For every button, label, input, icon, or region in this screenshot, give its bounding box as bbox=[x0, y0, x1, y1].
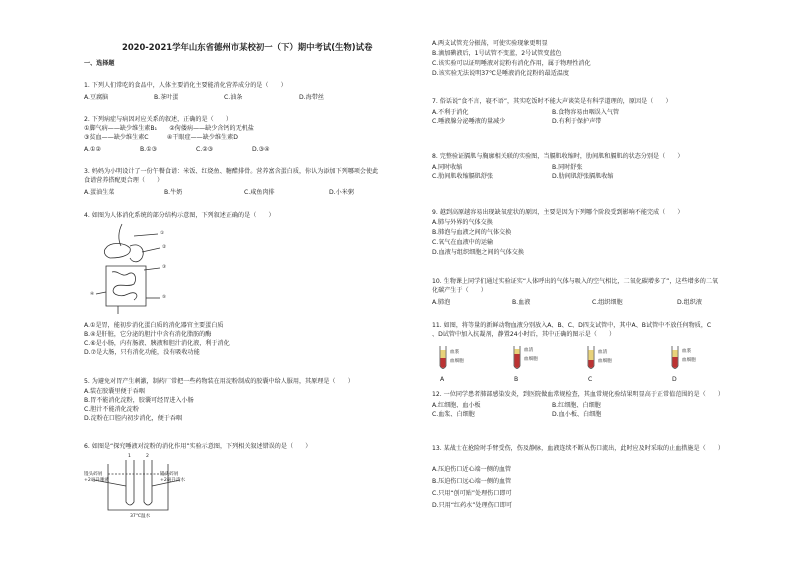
option-c: C.血浆、白细胞 bbox=[432, 411, 475, 418]
question-6-option-b: B.滴加碘液后，1号试管不变蓝，2号试管变蓝色 bbox=[432, 50, 562, 57]
option-c: C.油条 bbox=[224, 94, 243, 101]
option-d: D.③④ bbox=[252, 146, 270, 153]
option-d: D.肋间肌舒张膈肌收缩 bbox=[552, 173, 614, 180]
option-b: B.牛奶 bbox=[164, 189, 183, 196]
figure-label: ⑤ bbox=[162, 295, 167, 300]
question-8-stem: 8. 完整验证膈肌与胸廓相关联的实验图，当膈肌收缩时，肋间肌和膈肌的状态分别是（ ） bbox=[432, 153, 684, 160]
small-intestine-shape bbox=[112, 272, 137, 300]
question-4-stem: 4. 如图为人体消化系统的部分结构示意图，下列叙述正确的是（ ） bbox=[84, 212, 275, 219]
question-13-stem: 13. 某战士在抢险时手臂受伤，伤及静脉，血液连续不断从伤口流出，此时应及时采取的止血措施是（ ） bbox=[432, 445, 724, 452]
question-13-option-a: A.压迫伤口近心端一侧的血管 bbox=[432, 466, 512, 473]
option-a: A bbox=[440, 376, 445, 383]
question-10-stem-cont: 化碳产生于（ ） bbox=[432, 287, 487, 294]
saliva-experiment-figure bbox=[84, 454, 194, 522]
question-4-option-d: D.⑦是大肠，只有消化功能，没有吸收功能 bbox=[84, 349, 200, 356]
option-b: B.同时舒张 bbox=[552, 164, 583, 171]
question-2-item: ①脚气病——缺少维生素B₁ ②佝偻病——缺少含钙的无机盐 bbox=[84, 125, 254, 132]
question-4-option-a: A.①是胃，能初步消化蛋白质的消化器官主要蛋白质 bbox=[84, 322, 224, 329]
option-b: B.食物容易由咽误入气管 bbox=[552, 109, 620, 116]
tube-upper-label: 血浆 bbox=[450, 350, 460, 355]
right-column bbox=[432, 0, 777, 562]
section-heading: 一、选择题 bbox=[84, 60, 115, 67]
question-13-option-d: D.只用“红药水”处理伤口即可 bbox=[432, 502, 512, 509]
figure-label: ① bbox=[160, 231, 165, 236]
question-3-stem: 3. 妈妈为小明设计了一份午餐食谱：米饭、红烧鱼、糖醋排骨。营养富含蛋白质，你认为添加下列哪项会使此 bbox=[84, 168, 379, 175]
esophagus-shape bbox=[119, 224, 122, 246]
question-5-stem: 5. 为避免对胃产生刺激，制药厂常把一些药物装在用淀粉制成的胶囊中给人服用，其原理是（ ） bbox=[84, 378, 354, 385]
liver-shape bbox=[104, 244, 130, 259]
question-10-stem: 10. 生物课上同学们通过实验证实“人体呼出的气体与吸入的空气相比，二氧化碳增多了”，这些增多的二氧 bbox=[432, 278, 719, 285]
question-6-option-c: C.该实验可以证明唾液对淀粉有消化作用，属于物理性消化 bbox=[432, 60, 591, 67]
option-a: A.不利于消化 bbox=[432, 109, 469, 116]
option-a: A.肺泡 bbox=[432, 299, 451, 306]
question-9-option-c: C.氧气在血液中的运输 bbox=[432, 239, 494, 246]
tube-upper-label: 血清 bbox=[598, 350, 608, 355]
option-b: B bbox=[514, 376, 519, 383]
question-5-option-d: D.淀粉在口腔内初步消化，便于吞咽 bbox=[84, 415, 183, 422]
option-a: A.豆腐脑 bbox=[84, 94, 109, 101]
question-1-stem: 1. 下列人们常吃的食品中，人体主要消化主要能消化营养成分的是（ ） bbox=[84, 82, 287, 89]
question-11-stem: 11. 如图，将等量的新鲜动物血液分别放入A、B、C、D四支试管中，其中A、B试管中不放任何物质，C bbox=[432, 322, 712, 329]
tube-label: 馒头碎屑 bbox=[160, 472, 179, 477]
option-d: D bbox=[672, 376, 677, 383]
option-c: C.组织细胞 bbox=[592, 299, 623, 306]
question-9-stem: 9. 越到高原越容易出现缺氧症状的原因，主要是因为下列哪个阶段受到影响不能完成（ ） bbox=[432, 209, 684, 216]
question-12-stem: 12. 一位同学患者肺部感染发炎，到医院做血常规检查，其血常规化验结果明显高于正常值范围的是（ ） bbox=[432, 391, 724, 398]
question-5-option-a: A.装在胶囊里便于吞咽 bbox=[84, 388, 145, 395]
tube-lower-label: 血细胞 bbox=[524, 357, 538, 362]
option-c: C.②③ bbox=[196, 146, 214, 153]
question-7-stem: 7. 俗话说“食不言，寝不语”，其实吃饭时不能大声谈笑是有科学道理的，原因是（ ） bbox=[432, 98, 672, 105]
option-a: A.红细胞、血小板 bbox=[432, 402, 481, 409]
question-2-stem: 2. 下列病症与病因对应关系的叙述，正确的是（ ） bbox=[84, 116, 232, 123]
beaker-shape bbox=[108, 464, 168, 510]
option-b: B.红细胞、白细胞 bbox=[552, 402, 601, 409]
question-11-stem-cont: 、D试管中加入抗凝剂，静置24小时后，其中正确的图示是（ ） bbox=[432, 331, 616, 338]
question-13-option-b: B.压迫伤口远心端一侧的血管 bbox=[432, 478, 512, 485]
option-d: D.小米粥 bbox=[329, 189, 354, 196]
figure-label: ③ bbox=[162, 265, 167, 270]
stomach-shape bbox=[130, 245, 143, 262]
option-c: C.咸鱼肉排 bbox=[244, 189, 275, 196]
digestive-system-diagram bbox=[88, 222, 178, 318]
tube-upper-label: 血浆 bbox=[682, 349, 692, 354]
digestive-system-figure bbox=[88, 222, 178, 318]
tube-label: 馒头碎屑 bbox=[84, 472, 103, 477]
test-tube-2 bbox=[144, 460, 152, 505]
tube-number: 1 bbox=[128, 454, 131, 459]
tube-number: 2 bbox=[146, 454, 149, 459]
question-9-option-d: D.血液与组织细胞之间的气体交换 bbox=[432, 249, 524, 256]
option-a: A.①② bbox=[84, 146, 101, 153]
question-4-option-c: C.⑥是小肠，内有肠液、胰液和胆汁消化液，利于消化 bbox=[84, 340, 230, 347]
question-9-option-b: B.肺泡与血液之间的气体交换 bbox=[432, 229, 512, 236]
saliva-experiment-diagram bbox=[84, 454, 194, 522]
option-d: D.海带丝 bbox=[299, 94, 324, 101]
blood-tubes-figure bbox=[432, 344, 777, 374]
option-d: D.组织液 bbox=[677, 299, 702, 306]
tube-upper-label: 血清 bbox=[524, 348, 534, 353]
option-b: B.血液 bbox=[512, 299, 531, 306]
tube-lower-label: 血细胞 bbox=[598, 359, 612, 364]
question-5-option-b: B.胃不能消化淀粉，胶囊可经胃进入小肠 bbox=[84, 397, 194, 404]
option-a: A.同时收缩 bbox=[432, 164, 463, 171]
tube-label: +2毫升清水 bbox=[160, 478, 186, 483]
question-6-option-d: D.该实验无法说明37℃是唾液消化淀粉的最适温度 bbox=[432, 70, 570, 77]
option-c: C bbox=[588, 376, 593, 383]
question-4-option-b: B.④是肝脏，它分泌的胆汁中含有消化脂肪的酶 bbox=[84, 331, 212, 338]
question-5-option-c: C.胆汁不能消化淀粉 bbox=[84, 406, 139, 413]
test-tube-1 bbox=[126, 460, 134, 505]
option-c: C.肋间肌收缩膈肌舒张 bbox=[432, 173, 494, 180]
question-2-item: ③贫血——缺少维生素C ④干眼症——缺少维生素D bbox=[84, 134, 238, 141]
question-6-stem: 6. 如图是“探究唾液对淀粉的消化作用”实验示意图，下列相关叙述错误的是（ ） bbox=[84, 443, 312, 450]
water-bath-label: 37℃温水 bbox=[130, 514, 151, 519]
option-b: B.茶叶蛋 bbox=[154, 94, 179, 101]
question-6-option-a: A.两支试管充分振荡，可使实验现象更明显 bbox=[432, 40, 548, 47]
left-column bbox=[84, 0, 404, 562]
tube-lower-label: 血细胞 bbox=[450, 359, 464, 364]
figure-label: ④ bbox=[90, 292, 95, 297]
question-13-option-c: C.只用“创可贴”处理伤口即可 bbox=[432, 490, 512, 497]
option-a: A.蛋油生菜 bbox=[84, 189, 115, 196]
option-c: C.唾液腺分泌唾液的量减少 bbox=[432, 118, 506, 125]
option-d: D.有利于保护声带 bbox=[552, 118, 602, 125]
tube-label: +2毫升唾液 bbox=[84, 478, 110, 483]
page-title: 2020-2021学年山东省德州市某校初一（下）期中考试(生物)试卷 bbox=[122, 42, 373, 52]
tube-lower-label: 血细胞 bbox=[682, 358, 696, 363]
question-3-stem-cont: 食谱营养搭配更合理（ ） bbox=[84, 177, 164, 184]
option-d: D.血小板、白细胞 bbox=[552, 411, 602, 418]
figure-label: ② bbox=[162, 245, 167, 250]
question-9-option-a: A.肺与外界的气体交换 bbox=[432, 219, 493, 226]
option-b: B.①③ bbox=[140, 146, 158, 153]
